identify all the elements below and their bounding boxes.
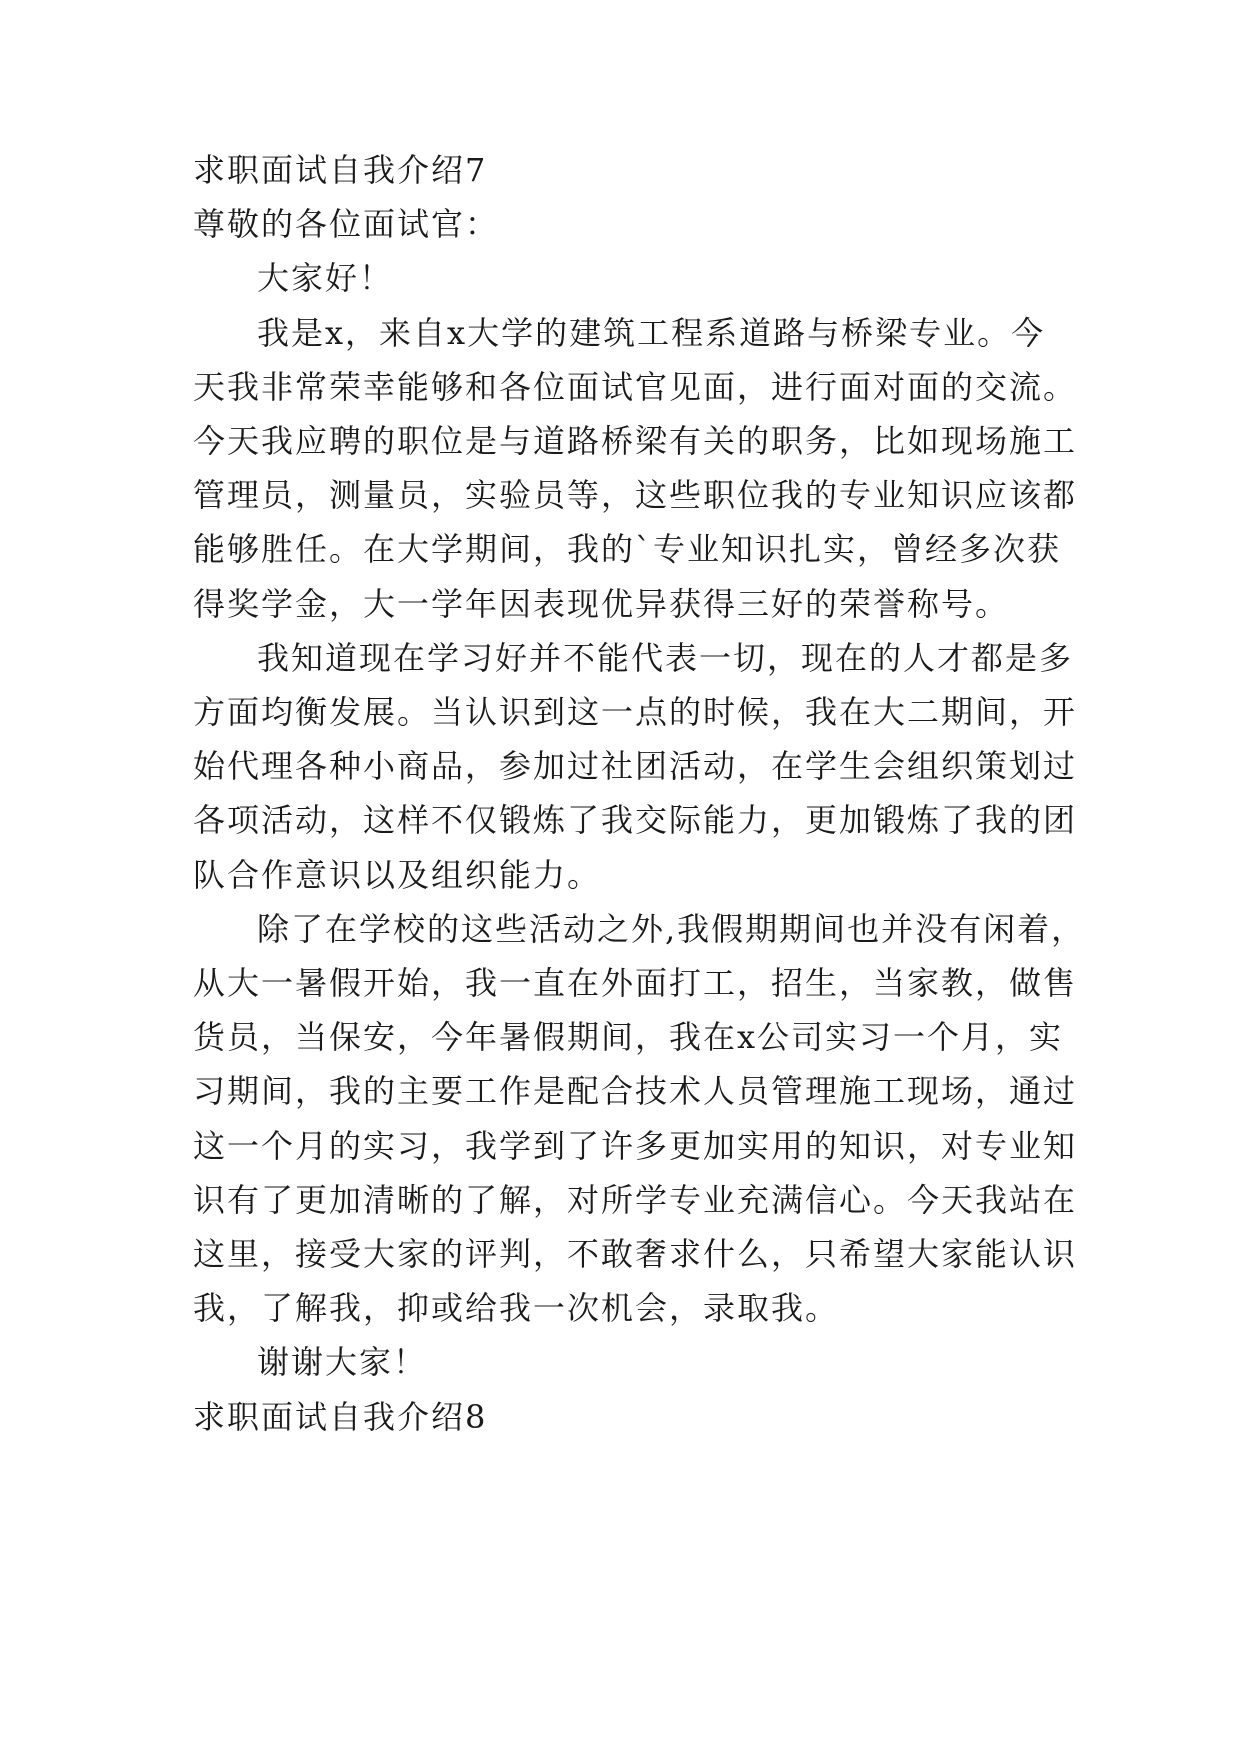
- closing: 谢谢大家！: [257, 1343, 428, 1381]
- paragraph-2-line: 队合作意识以及组织能力。: [193, 856, 602, 894]
- paragraph-2-line: 我知道现在学习好并不能代表一切，现在的人才都是多: [257, 639, 1074, 677]
- paragraph-1-line: 我是x，来自x大学的建筑工程系道路与桥梁专业。今: [257, 314, 1046, 352]
- paragraph-3-line: 这里，接受大家的评判，不敢奢求什么，只希望大家能认识: [193, 1235, 1078, 1273]
- paragraph-1-line: 得奖学金，大一学年因表现优异获得三好的荣誉称号。: [193, 585, 1010, 623]
- greeting: 大家好！: [257, 259, 394, 297]
- paragraph-3-line: 识有了更加清晰的了解，对所学专业充满信心。今天我站在: [193, 1181, 1078, 1219]
- salutation: 尊敬的各位面试官：: [193, 205, 500, 243]
- paragraph-3-line: 这一个月的实习，我学到了许多更加实用的知识，对专业知: [193, 1127, 1078, 1165]
- paragraph-1-line: 天我非常荣幸能够和各位面试官见面，进行面对面的交流。: [193, 368, 1078, 406]
- paragraph-3-line: 货员，当保安，今年暑假期间，我在x公司实习一个月，实: [193, 1018, 1064, 1056]
- paragraph-3-line: 从大一暑假开始，我一直在外面打工，招生，当家教，做售: [193, 964, 1078, 1002]
- paragraph-1-line: 管理员，测量员，实验员等，这些职位我的专业知识应该都: [193, 476, 1078, 514]
- paragraph-1-line: 能够胜任。在大学期间，我的`专业知识扎实，曾经多次获: [193, 530, 1062, 568]
- section-heading: 求职面试自我介绍8: [193, 1398, 488, 1436]
- paragraph-2-line: 各项活动，这样不仅锻炼了我交际能力，更加锻炼了我的团: [193, 801, 1078, 839]
- paragraph-3-line: 除了在学校的这些活动之外,我假期期间也并没有闲着，: [257, 910, 1086, 948]
- section-heading: 求职面试自我介绍7: [193, 151, 488, 189]
- paragraph-1-line: 今天我应聘的职位是与道路桥梁有关的职务，比如现场施工: [193, 422, 1078, 460]
- paragraph-3-line: 我，了解我，抑或给我一次机会，录取我。: [193, 1289, 840, 1327]
- paragraph-3-line: 习期间，我的主要工作是配合技术人员管理施工现场，通过: [193, 1072, 1078, 1110]
- paragraph-2-line: 方面均衡发展。当认识到这一点的时候，我在大二期间，开: [193, 693, 1078, 731]
- paragraph-2-line: 始代理各种小商品，参加过社团活动，在学生会组织策划过: [193, 747, 1078, 785]
